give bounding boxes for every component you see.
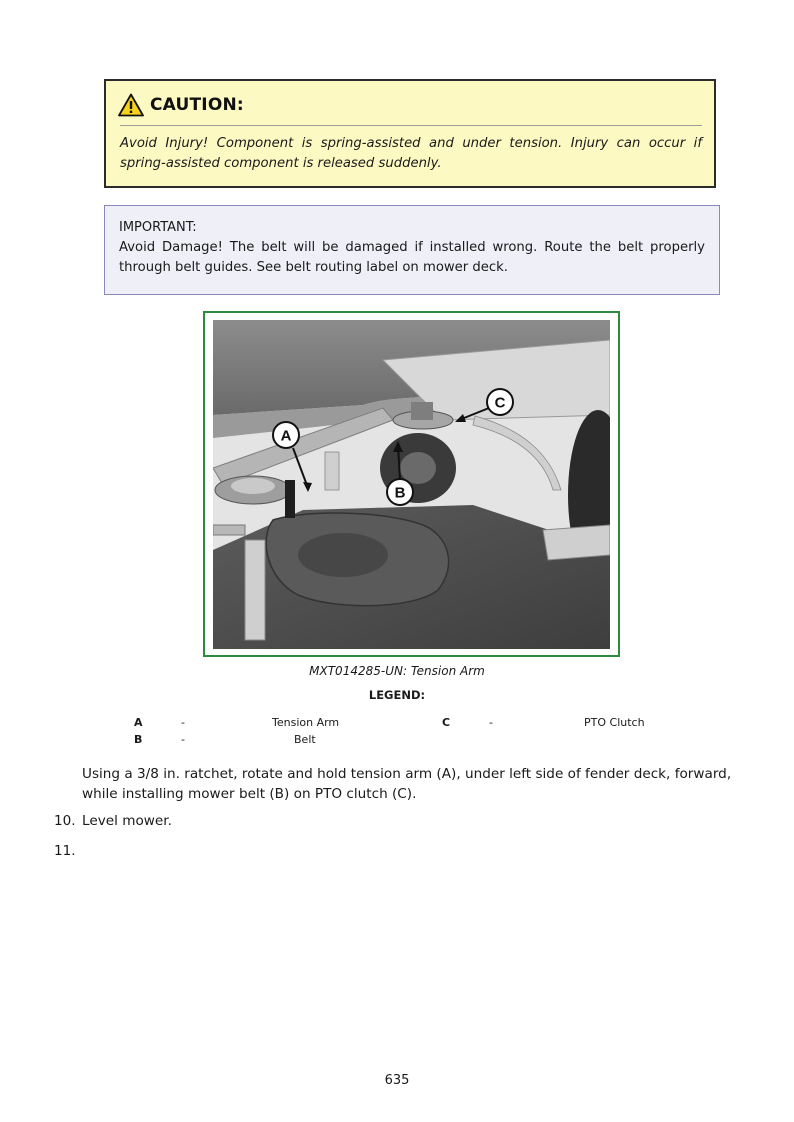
tension-arm-figure xyxy=(203,311,620,657)
callout-a: A xyxy=(280,427,292,445)
legend-title: LEGEND: xyxy=(368,688,426,702)
legend-label-c: PTO Clutch xyxy=(584,716,645,729)
caution-title: CAUTION: xyxy=(150,95,244,115)
legend-key-c: C xyxy=(442,716,451,729)
warning-triangle-icon xyxy=(118,93,144,117)
legend-dash-c: - xyxy=(489,716,493,729)
step-number-11: 11. xyxy=(54,843,76,859)
important-label: IMPORTANT: xyxy=(119,220,197,235)
legend-label-b: Belt xyxy=(294,733,316,746)
step-number-10: 10. xyxy=(54,813,76,829)
caution-divider xyxy=(120,125,702,126)
step-text-10: Level mower. xyxy=(82,813,172,829)
legend-dash-b: - xyxy=(181,733,185,746)
caution-header xyxy=(118,93,244,117)
important-box xyxy=(104,205,720,295)
callout-b: B xyxy=(394,484,406,502)
legend-key-a: A xyxy=(134,716,143,729)
legend-label-a: Tension Arm xyxy=(272,716,340,729)
instruction-paragraph: Using a 3/8 in. ratchet, rotate and hold tension arm (A), under left side of fender deck, forward, while installing mower belt (B) on PTO clutch (C). xyxy=(82,766,732,802)
caution-box xyxy=(104,79,716,188)
page-number: 635 xyxy=(384,1073,410,1088)
legend-key-b: B xyxy=(134,733,143,746)
important-text: Avoid Damage! The belt will be damaged if installed wrong. Route the belt properly through belt guides. See belt routing label on mower deck. xyxy=(119,240,705,275)
caution-text: Avoid Injury! Component is spring-assisted and under tension. Injury can occur if spring-assisted component is released suddenly. xyxy=(120,136,702,171)
callout-c: C xyxy=(494,394,506,412)
figure-caption: MXT014285-UN: Tension Arm xyxy=(309,664,485,678)
legend-dash-a: - xyxy=(181,716,185,729)
tension-arm-illustration xyxy=(213,320,610,649)
